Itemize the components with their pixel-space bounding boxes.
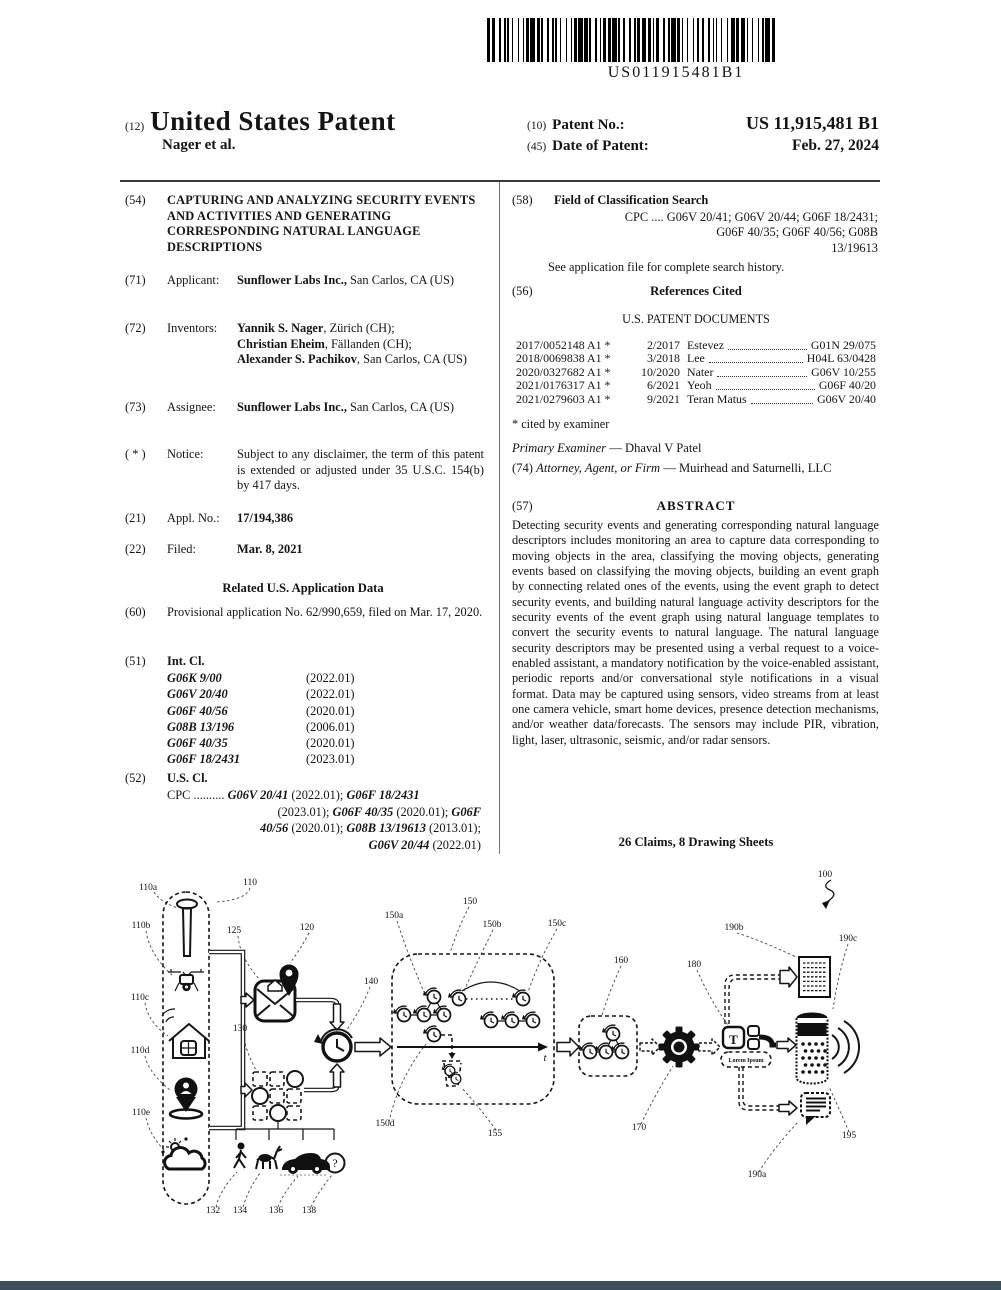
dot-leader (717, 366, 807, 377)
int-cl-code: G06F 40/35 (167, 736, 228, 751)
patent-document-row (516, 339, 876, 352)
inventor-location: , Zürich (CH); (323, 321, 395, 335)
doc-class: G06F 40/20 (818, 378, 876, 393)
svg-text:110b: 110b (131, 921, 151, 931)
assignee-section (125, 400, 485, 416)
svg-text:195: 195 (841, 1131, 857, 1141)
filed-label: Filed: (167, 542, 196, 556)
svg-text:134: 134 (232, 1206, 248, 1216)
doc-date: 2/2017 (646, 338, 680, 352)
svg-text:120: 120 (299, 923, 315, 933)
examiner-value: — Dhaval V Patel (606, 441, 702, 455)
int-cl-version: (2020.01) (306, 703, 355, 718)
arrow-to-processor (640, 1039, 660, 1055)
int-cl-version: (2020.01) (306, 736, 355, 751)
drone-icon (168, 969, 204, 991)
assignee-location: San Carlos, CA (US) (346, 400, 454, 414)
inventors-list (237, 321, 484, 368)
sensor-bus-connector (209, 952, 254, 1128)
event-history-icon (314, 1029, 352, 1061)
svg-text:t: t (543, 1052, 547, 1064)
doc-name: Estevez (687, 338, 724, 352)
field-number: (71) (125, 273, 146, 287)
svg-text:155: 155 (487, 1129, 503, 1139)
svg-text:150b: 150b (482, 920, 502, 930)
header-divider (120, 180, 880, 182)
doc-number: 2020/0327682 A1 * (516, 364, 611, 379)
appl-no-section (125, 511, 485, 527)
barcode-text: US011915481B1 (607, 64, 745, 81)
svg-text:180: 180 (686, 960, 702, 970)
provisional-text: Provisional application No. 62/990,659, filed on Mar. 17, 2020. (167, 605, 483, 619)
animal-class-icon (256, 1146, 282, 1169)
examiner-line (512, 441, 880, 456)
int-cl-version: (2022.01) (306, 671, 355, 685)
inventor-item (237, 321, 484, 337)
svg-text:130: 130 (232, 1024, 248, 1034)
related-data-heading: Related U.S. Application Data (222, 581, 384, 595)
svg-text:140: 140 (363, 977, 379, 987)
arrow-to-report (780, 967, 797, 987)
svg-text:110a: 110a (138, 883, 158, 893)
applicant-label: Applicant: (167, 273, 220, 287)
svg-text:Lorem Ipsum: Lorem Ipsum (728, 1058, 764, 1064)
search-history-note: See application file for complete search history. (548, 260, 785, 274)
assignee-value (237, 400, 484, 416)
field-search-cpc (548, 210, 878, 256)
doc-name: Lee (687, 351, 705, 366)
presence-pin-icon (170, 1078, 202, 1119)
svg-text:150d: 150d (375, 1119, 395, 1129)
doc-class: G01N 29/075 (810, 338, 876, 352)
smart-home-icon (162, 1009, 209, 1058)
patent-no-label: Patent No.: (552, 117, 625, 133)
field-number: (54) (125, 193, 146, 207)
doc-number: 2017/0052148 A1 * (516, 338, 611, 352)
doc-date: 3/2018 (646, 351, 680, 366)
claims-line: 26 Claims, 8 Drawing Sheets (618, 835, 774, 849)
doc-date: 9/2021 (646, 391, 680, 406)
us-cl-section (125, 771, 485, 787)
patent-document-row (516, 352, 876, 365)
doc-class: G06V 10/255 (811, 364, 876, 379)
svg-text:150: 150 (462, 897, 478, 907)
message-bubble-icon (801, 1093, 830, 1125)
inventors-section (125, 321, 485, 368)
svg-text:138: 138 (301, 1206, 317, 1216)
svg-text:110e: 110e (131, 1108, 151, 1118)
svg-text:100: 100 (817, 870, 833, 880)
svg-text:190a: 190a (747, 1170, 767, 1180)
svg-text:125: 125 (226, 926, 242, 936)
field-search-cpc-line: 13/19613 (831, 240, 878, 255)
dot-leader (709, 352, 803, 363)
doc-class: G06V 20/40 (817, 391, 876, 406)
int-cl-section (125, 654, 485, 670)
int-cl-code: G06V 20/40 (167, 687, 228, 702)
field-number: (74) (512, 461, 537, 475)
arrow-to-message (779, 1101, 797, 1115)
int-cl-code: G06K 9/00 (167, 671, 222, 685)
svg-text:190c: 190c (838, 934, 858, 944)
person-class-icon (234, 1143, 246, 1169)
doc-name: Nater (687, 364, 714, 379)
svg-text:132: 132 (205, 1206, 221, 1216)
patent-figure (0, 855, 1001, 1257)
patent-header-right (527, 113, 879, 155)
inventor-location: , Fällanden (CH); (324, 336, 412, 351)
patent-document-row (516, 379, 876, 392)
smart-speaker-icon (797, 1013, 860, 1084)
cited-by-examiner-note: * cited by examiner (512, 417, 610, 431)
attorney-value: — Muirhead and Saturnelli, LLC (660, 461, 832, 475)
svg-text:110d: 110d (130, 1046, 150, 1056)
field-number: (51) (125, 654, 146, 668)
column-divider (499, 182, 500, 854)
provisional-section (125, 605, 485, 621)
int-cl-code: G06F 40/56 (167, 703, 228, 718)
int-cl-code: G06F 18/2431 (167, 752, 241, 767)
field-number: (21) (125, 511, 146, 525)
field-number: (56) (512, 284, 533, 298)
svg-text:136: 136 (268, 1206, 284, 1216)
int-cl-label: Int. Cl. (167, 654, 205, 668)
int-cl-row (167, 670, 427, 686)
us-cl-label: U.S. Cl. (167, 771, 208, 785)
field-number: (72) (125, 321, 146, 335)
patent-documents-table (516, 339, 876, 406)
doc-number: 2021/0176317 A1 * (516, 378, 611, 393)
doc-date: 10/2020 (641, 364, 680, 379)
doc-class: H04L 63/0428 (806, 351, 876, 366)
field-number: (60) (125, 605, 146, 619)
field-number: ( * ) (125, 447, 146, 461)
field-number: (22) (125, 542, 146, 556)
classifier-grid-icon (252, 1071, 303, 1121)
class-bracket (236, 1121, 334, 1140)
arrow-to-event-graph (355, 1038, 391, 1056)
field-search-section (512, 193, 880, 209)
patent-document-row (516, 393, 876, 406)
doc-kind-number: (12) (125, 121, 145, 133)
references-cited-heading: References Cited (650, 284, 742, 298)
inventors-label: Inventors: (167, 321, 218, 335)
date-value: Feb. 27, 2024 (792, 137, 879, 154)
svg-text:150a: 150a (384, 911, 404, 921)
event-graph-box (392, 954, 554, 1104)
processor-gear-icon (659, 1027, 700, 1068)
appl-no-label: Appl. No.: (167, 511, 220, 525)
us-patent-documents-heading: U.S. PATENT DOCUMENTS (622, 312, 770, 326)
doc-title: United States Patent (150, 106, 396, 136)
svg-text:110: 110 (243, 878, 257, 888)
svg-text:T: T (729, 1032, 738, 1047)
arrow-to-template (699, 1039, 720, 1055)
field-number: (57) (512, 499, 533, 513)
doc-number: 2018/0069838 A1 * (516, 351, 611, 366)
security-event-box (579, 1016, 637, 1076)
svg-text:170: 170 (631, 1123, 647, 1133)
applicant-name: Sunflower Labs Inc., (237, 273, 347, 287)
doc-number: 2021/0279603 A1 * (516, 391, 611, 406)
abstract-text: Detecting security events and generating corresponding natural language descriptors includes monitoring an area to capture data corresponding to moving objects in the area, classifying the moving objects, generating events based on classifying the moving objects, building an event graph by connecting related ones of the events, using the event graph to detect security events, and building natural language activity descriptors for the security events of the event graph using natural language templates to convert the security events to natural language. The natural language security descriptors may be presented using a verbal request to a voice-enabled assistant, a mandatory notification by the voice-enabled assistant, periodic reports and/or conversational style notifications in a visual format. Data may be captured using sensors, video streams from at least one camera vehicle, smart home devices, presence detection mechanisms, and/or weather data/forecasts. The sensors may include PIR, vibration, light, laser, ultrasonic, seismic, and/or radar sensors. (512, 518, 879, 747)
patent-no-value: US 11,915,481 B1 (745, 113, 879, 133)
patent-header-left (125, 106, 505, 154)
svg-text:?: ? (332, 1156, 338, 1170)
title-section (125, 193, 485, 255)
notice-text: Subject to any disclaimer, the term of this patent is extended or adjusted under 35 U.S.C. 154(b) by 417 days. (237, 447, 484, 493)
applicant-location: San Carlos, CA (US) (346, 273, 454, 287)
notice-label: Notice: (167, 447, 204, 461)
inventor-item (237, 352, 484, 368)
int-cl-row (167, 703, 427, 719)
dot-leader (728, 339, 807, 350)
abstract-heading: ABSTRACT (656, 498, 736, 513)
int-cl-code: G08B 13/196 (167, 719, 235, 734)
svg-text:110c: 110c (130, 993, 150, 1003)
patent-document-row (516, 366, 876, 379)
arrow-to-security-event (557, 1038, 579, 1056)
attorney-label: Attorney, Agent, or Firm (536, 461, 661, 475)
int-cl-version: (2006.01) (306, 719, 355, 734)
inventor-name: Christian Eheim (237, 336, 325, 351)
figure-ref-arrow-100 (822, 880, 834, 909)
dot-leader (751, 393, 813, 404)
applicant-value (237, 273, 484, 289)
int-cl-row (167, 735, 427, 751)
arrow-to-speaker (777, 1038, 796, 1052)
car-class-icon (280, 1153, 330, 1175)
field-number: (58) (512, 193, 533, 207)
doc-date: 6/2021 (646, 378, 680, 393)
field-number: (73) (125, 400, 146, 414)
svg-text:160: 160 (613, 956, 629, 966)
camera-pole-icon (177, 900, 197, 957)
field-search-cpc-line: G06F 40/35; G06F 40/56; G08B (716, 225, 878, 240)
int-cl-version: (2022.01) (306, 687, 355, 702)
barcode-block (487, 18, 865, 82)
uscl-lines: CPC .......... G06V 20/41 (2022.01); G06F 18/2431 (2023.01); G06F 40/35 (2020.01); G06F 40/56 (2020.01); G08B 13/19613 (2013.01); G06V 20/44 (2022.01) (167, 788, 481, 852)
int-cl-row (167, 686, 427, 702)
doc-name: Teran Matus (687, 391, 747, 406)
inventor-name: Alexander S. Pachikov (237, 352, 357, 367)
assignee-label: Assignee: (167, 400, 216, 414)
page-bottom-edge (0, 1281, 1001, 1290)
appl-no-value: 17/194,386 (237, 511, 294, 525)
field-number: (52) (125, 771, 146, 785)
date-label: Date of Patent: (552, 138, 649, 154)
date-code: (45) (527, 141, 547, 153)
barcode-image (487, 18, 865, 62)
notice-section (125, 447, 485, 494)
field-search-cpc-line: CPC .... G06V 20/41; G06V 20/44; G06F 18/2431; (624, 210, 878, 224)
weather-icon (161, 1137, 205, 1169)
filed-value: Mar. 8, 2021 (237, 542, 303, 556)
inventor-location: , San Carlos, CA (US) (356, 352, 468, 367)
int-cl-version: (2023.01) (306, 752, 355, 767)
assignee-name: Sunflower Labs Inc., (237, 400, 347, 414)
report-document-icon (799, 957, 830, 997)
attorney-line (512, 461, 880, 477)
doc-name: Yeoh (687, 378, 712, 393)
int-cl-table (167, 670, 427, 768)
patent-no-code: (10) (527, 120, 547, 132)
inventor-shortname: Nager et al. (162, 137, 236, 153)
applicant-section (125, 273, 485, 289)
int-cl-row (167, 751, 427, 767)
examiner-label: Primary Examiner (512, 441, 607, 455)
inventor-name: Yannik S. Nager (237, 321, 324, 335)
svg-text:150c: 150c (547, 919, 567, 929)
dot-leader (716, 379, 815, 390)
field-search-label: Field of Classification Search (554, 193, 709, 207)
invention-title: CAPTURING AND ANALYZING SECURITY EVENTS AND ACTIVITIES AND GENERATING CORRESPONDING NATURAL LANGUAGE DESCRIPTIONS (167, 193, 476, 254)
int-cl-row (167, 719, 427, 735)
filed-section (125, 542, 485, 558)
svg-text:190b: 190b (724, 923, 744, 933)
inventor-item (237, 337, 484, 353)
